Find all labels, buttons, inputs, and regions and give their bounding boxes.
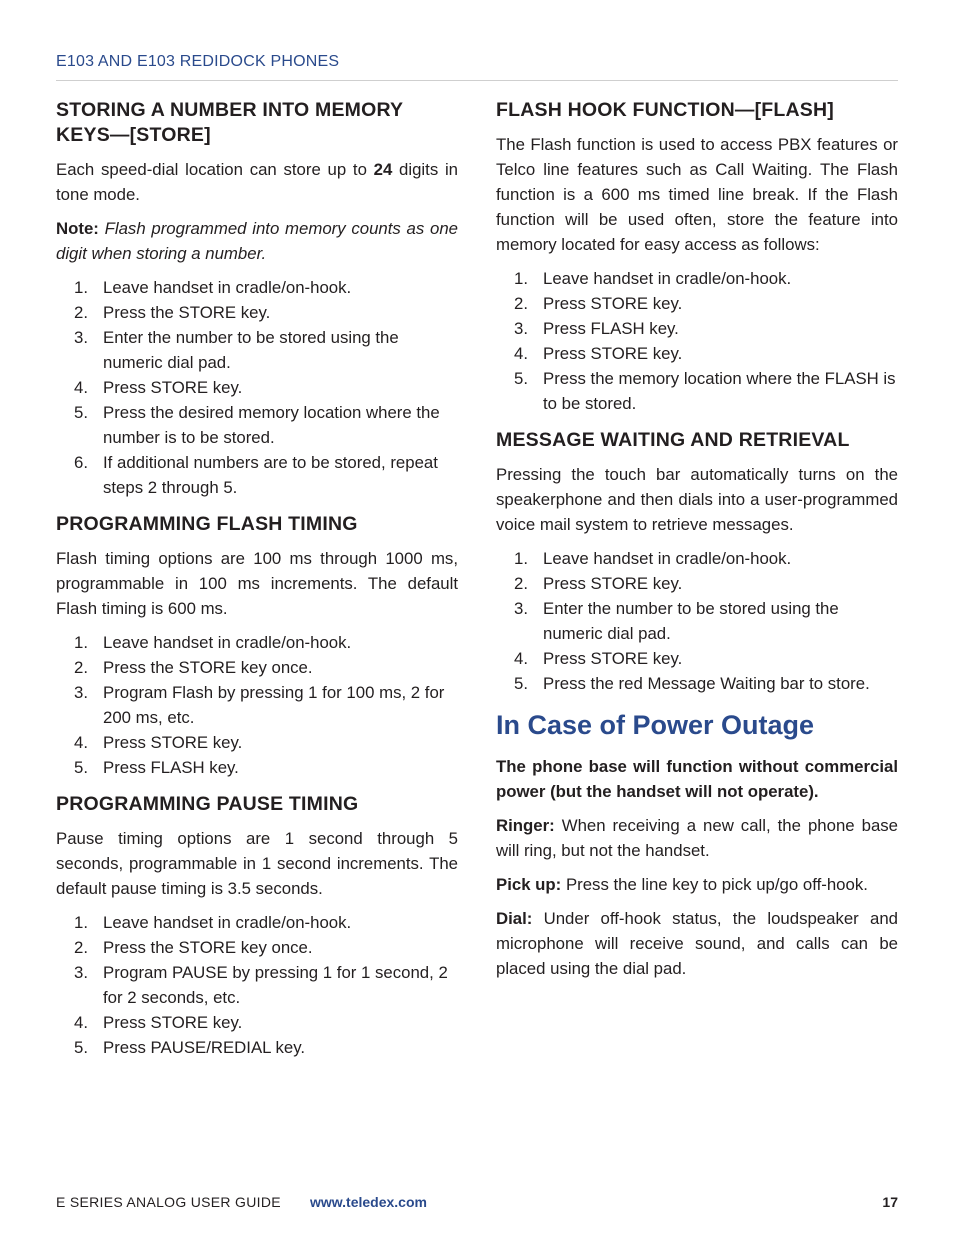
- list-item: 5. Press FLASH key.: [74, 758, 239, 777]
- list-item: 5. Press the desired memory location where the number is to be stored.: [74, 403, 440, 447]
- section-title-pause-timing: PROGRAMMING PAUSE TIMING: [56, 793, 359, 815]
- list-item: 1. Leave handset in cradle/on-hook.: [514, 269, 792, 288]
- list-item: 3. Press FLASH key.: [514, 319, 679, 338]
- list-item: 3. Program PAUSE by pressing 1 for 1 second, 2 for 2 seconds, etc.: [74, 963, 448, 1007]
- list-item: 1. Leave handset in cradle/on-hook.: [74, 913, 352, 932]
- list-item: 5. Press PAUSE/REDIAL key.: [74, 1038, 306, 1057]
- list-item: 2. Press STORE key.: [514, 294, 683, 313]
- footer-website-link[interactable]: www.teledex.com: [310, 1194, 427, 1210]
- flash-timing-steps: [56, 630, 458, 780]
- list-item: 1. Leave handset in cradle/on-hook.: [514, 549, 792, 568]
- list-item: 5. Press the red Message Waiting bar to store.: [514, 674, 870, 693]
- running-head: E103 AND E103 REDIDOCK PHONES: [56, 53, 340, 70]
- list-item: 2. Press the STORE key once.: [74, 658, 313, 677]
- power-outage-heading: In Case of Power Outage: [496, 710, 815, 740]
- list-item: 2. Press STORE key.: [514, 574, 683, 593]
- note-label: Note:: [56, 219, 99, 238]
- dial-paragraph: Dial: Under off-hook status, the loudspeaker and microphone will receive sound, and calls can be placed using the dial pad.: [496, 909, 898, 978]
- list-item: 2. Press the STORE key.: [74, 303, 271, 322]
- list-item: 1. Leave handset in cradle/on-hook.: [74, 633, 352, 652]
- power-outage-lead: The phone base will function without commercial power (but the handset will not operate).: [496, 757, 898, 801]
- message-waiting-steps: [496, 546, 898, 696]
- store-note: Note: Flash programmed into memory counts as one digit when storing a number.: [56, 219, 458, 263]
- right-column: [496, 98, 898, 990]
- list-item: 4. Press STORE key.: [514, 649, 683, 668]
- pause-timing-intro: Pause timing options are 1 second through 5 seconds, programmable in 1 second increments. The default pause timing is 3.5 seconds.: [56, 829, 458, 898]
- message-waiting-intro: Pressing the touch bar automatically turns on the speakerphone and then dials into a user-programmed voice mail system to retrieve messages.: [496, 465, 898, 534]
- list-item: 6. If additional numbers are to be stored, repeat steps 2 through 5.: [74, 453, 438, 497]
- section-title-message-waiting: MESSAGE WAITING AND RETRIEVAL: [496, 429, 850, 451]
- flash-timing-intro: Flash timing options are 100 ms through 1000 ms, programmable in 100 ms increments. The default Flash timing is 600 ms.: [56, 549, 458, 618]
- list-item: 4. Press STORE key.: [514, 344, 683, 363]
- list-item: 1. Leave handset in cradle/on-hook.: [74, 278, 352, 297]
- flash-hook-steps: [496, 266, 898, 416]
- header-divider: [56, 80, 898, 81]
- list-item: 3. Program Flash by pressing 1 for 100 ms, 2 for 200 ms, etc.: [74, 683, 445, 727]
- left-column: [56, 98, 458, 1072]
- list-item: 5. Press the memory location where the FLASH is to be stored.: [514, 369, 896, 413]
- store-steps: [56, 275, 458, 500]
- page-footer: [56, 1194, 898, 1214]
- list-item: 4. Press STORE key.: [74, 1013, 243, 1032]
- section-title-flash-hook: FLASH HOOK FUNCTION—[FLASH]: [496, 99, 834, 121]
- store-intro: Each speed-dial location can store up to 24 digits in tone mode.: [56, 160, 459, 204]
- section-title-flash-timing: PROGRAMMING FLASH TIMING: [56, 513, 358, 535]
- footer-guide-title: E SERIES ANALOG USER GUIDE: [56, 1194, 281, 1210]
- list-item: 4. Press STORE key.: [74, 733, 243, 752]
- flash-hook-intro: The Flash function is used to access PBX features or Telco line features such as Call Waiting. The Flash function is a 600 ms timed line break. If the Flash function will be used often, store the feature into memory located for easy access as follows:: [496, 135, 898, 254]
- list-item: 3. Enter the number to be stored using the numeric dial pad.: [74, 328, 399, 372]
- page-number: 17: [882, 1194, 898, 1210]
- list-item: 3. Enter the number to be stored using the numeric dial pad.: [514, 599, 839, 643]
- pause-timing-steps: [56, 910, 458, 1060]
- ringer-paragraph: Ringer: When receiving a new call, the phone base will ring, but not the handset.: [496, 816, 898, 860]
- list-item: 4. Press STORE key.: [74, 378, 243, 397]
- list-item: 2. Press the STORE key once.: [74, 938, 313, 957]
- pickup-paragraph: Pick up: Press the line key to pick up/go off-hook.: [496, 875, 868, 894]
- section-title-store: STORING A NUMBER INTO MEMORY KEYS—[STORE]: [56, 99, 403, 146]
